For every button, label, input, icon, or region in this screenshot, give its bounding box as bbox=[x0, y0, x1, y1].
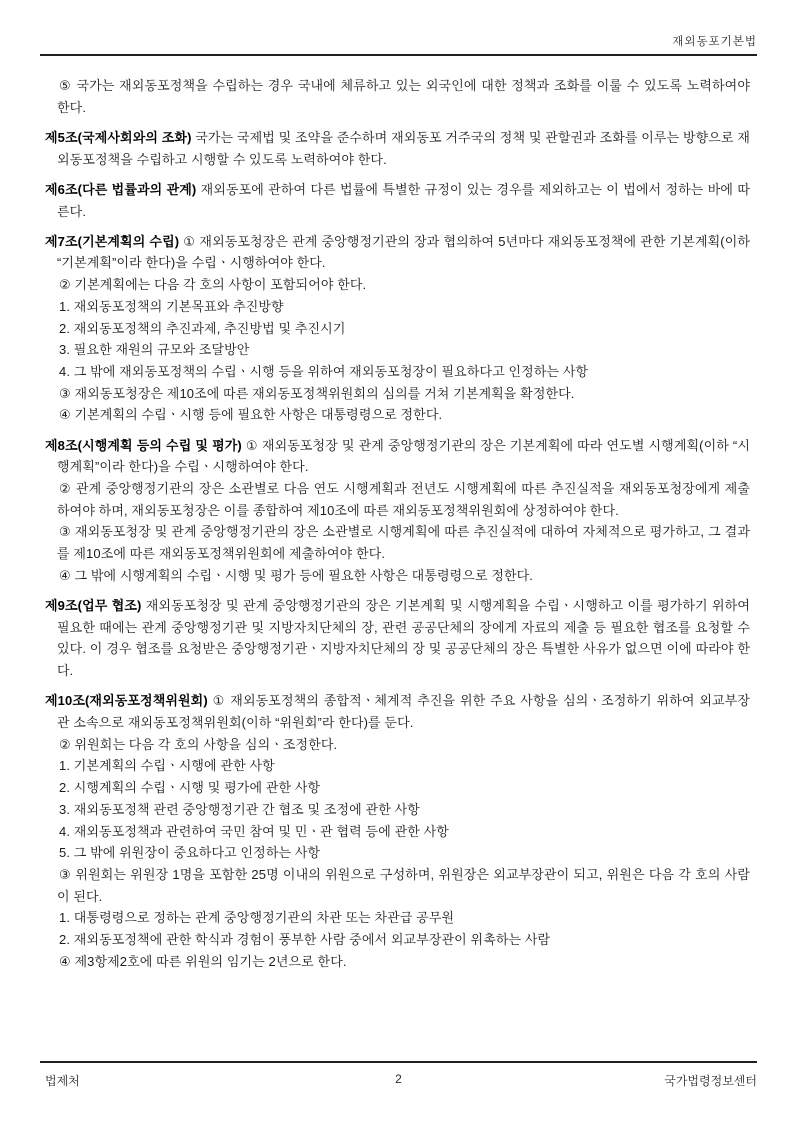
article-paragraph: 제6조(다른 법률과의 관계) 재외동포에 관하여 다른 법률에 특별한 규정이 있는 경우를 제외하고는 이 법에서 정하는 바에 따른다. bbox=[45, 181, 750, 219]
clause-paragraph: 2. 재외동포정책에 관한 학식과 경험이 풍부한 사람 중에서 외교부장관이 위촉하는 사람 bbox=[59, 932, 551, 948]
article-heading: 제5조(국제사회와의 조화) bbox=[45, 129, 192, 145]
page-header bbox=[40, 0, 757, 56]
clause-paragraph: ③ 위원회는 위원장 1명을 포함한 25명 이내의 위원으로 구성하며, 위원장은 외교부장관이 되고, 위원은 다음 각 호의 사람이 된다. bbox=[57, 866, 750, 904]
footer-publisher: 법제처 bbox=[45, 1074, 80, 1088]
document-title: 재외동포기본법 bbox=[672, 36, 757, 48]
article-paragraph: 제7조(기본계획의 수립) ① 재외동포청장은 관계 중앙행정기관의 장과 협의하여 5년마다 재외동포정책에 관한 기본계획(이하 “기본계획”이라 한다)을 수립ㆍ시행하여야 한다. bbox=[45, 233, 751, 271]
clause-paragraph: 3. 필요한 재원의 규모와 조달방안 bbox=[59, 342, 250, 358]
clause-paragraph: 3. 재외동포정책 관련 중앙행정기관 간 협조 및 조정에 관한 사항 bbox=[59, 801, 420, 817]
article-heading: 제9조(업무 협조) bbox=[45, 597, 142, 613]
clause-paragraph: 1. 기본계획의 수립ㆍ시행에 관한 사항 bbox=[59, 758, 275, 774]
article-paragraph: 제10조(재외동포정책위원회) ① 재외동포정책의 종합적ㆍ체계적 추진을 위한 주요 사항을 심의ㆍ조정하기 위하여 외교부장관 소속으로 재외동포정책위원회(이하 “위원회”라 한다)를 둔다. bbox=[45, 693, 750, 730]
article-paragraph: 제9조(업무 협조) 재외동포청장 및 관계 중앙행정기관의 장은 기본계획 및 시행계획을 수립ㆍ시행하고 이를 평가하기 위하여 필요한 때에는 관계 중앙행정기관 및 지방자치단체의 장, 관련 공공단체의 장에게 자료의 제출 등 필요한 협조를 요청할 수 있다. 이 경우 협조를 요청받은 중앙행정기관ㆍ지방자치단체의 장 및 공공단체의 장은 특별한 사유가 없으면 이에 따라야 한다. bbox=[45, 597, 750, 679]
clause-paragraph: ⑤ 국가는 재외동포정책을 수립하는 경우 국내에 체류하고 있는 외국인에 대한 정책과 조화를 이룰 수 있도록 노력하여야 한다. bbox=[57, 78, 750, 115]
clause-paragraph: 4. 재외동포정책과 관련하여 국민 참여 및 민ㆍ관 협력 등에 관한 사항 bbox=[59, 823, 449, 839]
article-paragraph: 제8조(시행계획 등의 수립 및 평가) ① 재외동포청장 및 관계 중앙행정기관의 장은 기본계획에 따라 연도별 시행계획(이하 “시행계획”이라 한다)을 수립ㆍ시행하여야 한다. bbox=[45, 437, 750, 475]
clause-paragraph: 4. 그 밖에 재외동포정책의 수립ㆍ시행 등을 위하여 재외동포청장이 필요하다고 인정하는 사항 bbox=[59, 363, 589, 379]
clause-paragraph: ③ 재외동포청장은 제10조에 따른 재외동포정책위원회의 심의를 거쳐 기본계획을 확정한다. bbox=[59, 385, 575, 401]
clause-paragraph: 1. 대통령령으로 정하는 관계 중앙행정기관의 차관 또는 차관급 공무원 bbox=[59, 910, 455, 926]
document-body bbox=[45, 75, 750, 972]
article-heading: 제8조(시행계획 등의 수립 및 평가) bbox=[45, 437, 242, 453]
clause-paragraph: 5. 그 밖에 위원장이 중요하다고 인정하는 사항 bbox=[59, 845, 321, 861]
article-heading: 제7조(기본계획의 수립) bbox=[45, 233, 180, 249]
clause-paragraph: ② 위원회는 다음 각 호의 사항을 심의ㆍ조정한다. bbox=[59, 736, 338, 752]
page-number: 2 bbox=[395, 1072, 402, 1086]
clause-paragraph: ④ 제3항제2호에 따른 위원의 임기는 2년으로 한다. bbox=[59, 953, 347, 969]
clause-paragraph: ② 관계 중앙행정기관의 장은 소관별로 다음 연도 시행계획과 전년도 시행계획에 따른 추진실적을 재외동포청장에게 제출하여야 하며, 재외동포청장은 이를 종합하여 제10조에 따른 재외동포정책위원회에 상정하여야 한다. bbox=[57, 480, 751, 518]
article-paragraph: 제5조(국제사회와의 조화) 국가는 국제법 및 조약을 준수하며 재외동포 거주국의 정책 및 관할권과 조화를 이루는 방향으로 재외동포정책을 수립하고 시행할 수 있도록 노력하여야 한다. bbox=[45, 129, 750, 167]
clause-paragraph: ③ 재외동포청장 및 관계 중앙행정기관의 장은 소관별로 시행계획에 따른 추진실적에 대하여 자체적으로 평가하고, 그 결과를 제10조에 따른 재외동포정책위원회에 제출하여야 한다. bbox=[57, 524, 750, 562]
clause-paragraph: 2. 재외동포정책의 추진과제, 추진방법 및 추진시기 bbox=[59, 320, 346, 336]
clause-paragraph: 2. 시행계획의 수립ㆍ시행 및 평가에 관한 사항 bbox=[59, 780, 321, 796]
page-footer bbox=[40, 1061, 757, 1089]
clause-paragraph: ④ 그 밖에 시행계획의 수립ㆍ시행 및 평가 등에 필요한 사항은 대통령령으로 정한다. bbox=[59, 567, 534, 583]
article-heading: 제6조(다른 법률과의 관계) bbox=[45, 181, 197, 197]
clause-paragraph: ② 기본계획에는 다음 각 호의 사항이 포함되어야 한다. bbox=[59, 277, 367, 293]
clause-paragraph: 1. 재외동포정책의 기본목표와 추진방향 bbox=[59, 298, 284, 314]
clause-paragraph: ④ 기본계획의 수립ㆍ시행 등에 필요한 사항은 대통령령으로 정한다. bbox=[59, 407, 443, 423]
article-heading: 제10조(재외동포정책위원회) bbox=[45, 693, 208, 709]
footer-source: 국가법령정보센터 bbox=[664, 1074, 757, 1088]
